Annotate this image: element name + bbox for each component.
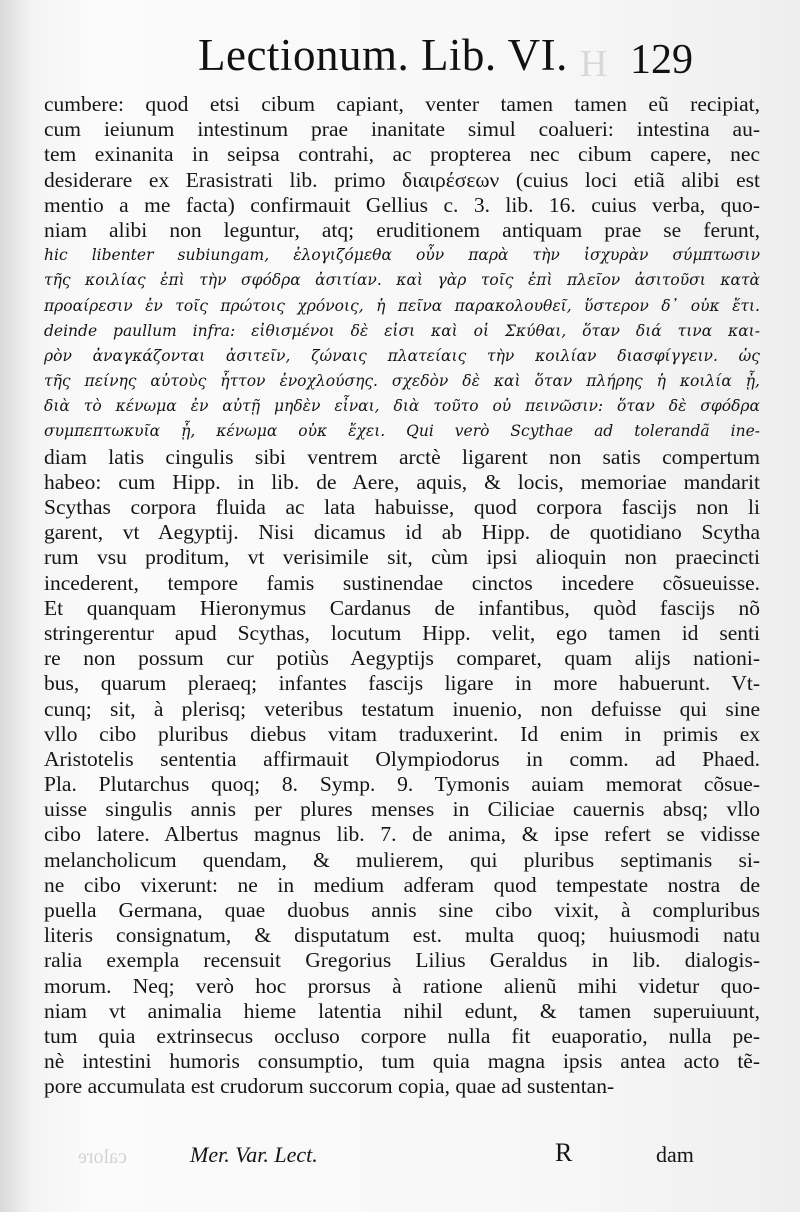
show-through-letter: H [580, 43, 608, 85]
text-line: ralia exempla recensuit Gregorius Lilius Geraldus in lib. dialogis- [44, 948, 760, 973]
text-line: συμπεπτωκυῖα ᾖ, κένωμα οὐκ ἔχει. Qui verò Scythae ad tolerandã ine- [44, 422, 760, 441]
text-line: cumbere: quod etsi cibum capiant, venter tamen tamen eũ recipiat, [44, 92, 760, 116]
text-line: desiderare ex Erasistrati lib. primo διαιρέσεων (cuius loci etiã alibi est [44, 167, 760, 192]
text-line: tem exinanita in seipsa contrahi, ac propterea nec cibum capere, nec [44, 142, 760, 167]
text-line: melancholicum quendam, & mulierem, qui pluribus septimanis si- [44, 847, 760, 872]
text-line: habeo: cum Hipp. in lib. de Aere, aquis, & locis, memoriae mandarit [44, 469, 760, 494]
text-line: uisse singulis annis per plures menses in Ciliciae cauernis absq; vllo [44, 797, 760, 822]
text-line: niam vt animalia hieme latentia nihil edunt, & tamen superuiuunt, [44, 998, 760, 1023]
text-line: puella Germana, quae duobus annis sine cibo vixit, à compluribus [44, 898, 760, 922]
text-line: ne cibo vixerunt: ne in medium adferam quod tempestate nostra de [44, 872, 760, 897]
signature-mark: R [555, 1138, 573, 1167]
page-footer [0, 1138, 800, 1178]
text-line: incederent, tempore famis sustinendae cinctos incedere cõsueuisse. [44, 570, 760, 595]
text-line: cum ieiunum intestinum prae inanitate simul coalueri: intestina au- [44, 117, 760, 142]
page-header [0, 22, 800, 92]
text-line: hic libenter subiungam, ἐλογιζόμεθα οὖν παρὰ τὴν ἰσχυρὰν σύμπτωσιν [44, 246, 760, 265]
text-line: niam alibi non leguntur, atq; eruditionem antiquam prae se ferunt, [44, 217, 760, 242]
text-line: Scythas corpora fluida ac lata habuisse, quod corpora fascijs non li [44, 495, 760, 519]
text-line: cibo latere. Albertus magnus lib. 7. de anima, & ipse refert se vidisse [44, 822, 760, 847]
text-line: nè intestini humoris consumptio, tum quia magna ipsis antea acto tẽ- [44, 1049, 760, 1074]
text-line: literis consignatum, & disputatum est. multa quoq; huiusmodi natu [44, 923, 760, 948]
text-line: tum quia extrinsecus occluso corpore nulla fit euaporatio, nulla pe- [44, 1023, 760, 1048]
footer-running-title: Mer. Var. Lect. [190, 1142, 318, 1167]
text-line: vllo cibo pluribus diebus vitam traduxerint. Id enim in primis ex [44, 721, 760, 746]
text-line: Aristotelis sententia affirmauit Olympiodorus in comm. ad Phaed. [44, 746, 760, 771]
text-line: διὰ τὸ κένωμα ἐν αὐτῇ μηδὲν εἶναι, διὰ τοῦτο οὐ πεινῶσιν: ὅταν δὲ σφόδρα [44, 397, 760, 416]
text-line: stringerentur apud Scythas, locutum Hipp. velit, ego tamen id senti [44, 620, 760, 645]
body-text [44, 92, 760, 1100]
text-line: deinde paullum infra: εἰθισμένοι δὲ εἰσι καὶ οἱ Σκύθαι, ὅταν διά τινα και- [44, 321, 760, 340]
text-line: προαίρεσιν ἐν τοῖς πρώτοις χρόνοις, ἡ πεῖνα παρακολουθεῖ, ὕστερον δ᾽ οὐκ ἔτι. [44, 296, 760, 315]
text-line: diam latis cingulis sibi ventrem arctè ligarent non satis compertum [44, 444, 760, 469]
text-line: morum. Neq; verò hoc prorsus à ratione alienũ mihi videtur quo- [44, 973, 760, 998]
page-number: 129 [630, 37, 693, 83]
text-line: ρὸν ἀναγκάζονται ἀσιτεῖν, ζώναις πλατείαις τὴν κοιλίαν διασφίγγειν. ὡς [44, 346, 760, 365]
text-line: bus, quarum pleraeq; infantes fascijs ligare in more habuerunt. Vt- [44, 671, 760, 696]
footer-show-through: calore [78, 1146, 127, 1168]
text-line: pore accumulata est crudorum succorum copia, quae ad sustentan- [44, 1074, 615, 1099]
text-line: τῆς πείνης αὐτοὺς ἧττον ἐνοχλούσης. σχεδὸν δὲ καὶ ὅταν πλήρης ἡ κοιλία ᾖ, [44, 372, 760, 391]
running-title: Lectionum. Lib. VI. [198, 30, 568, 80]
text-line: τῆς κοιλίας ἐπὶ τὴν σφόδρα ἀσιτίαν. καὶ γὰρ τοῖς ἐπὶ πλεῖον ἀσιτοῦσι κατὰ [44, 271, 760, 290]
text-line: Pla. Plutarchus quoq; 8. Symp. 9. Tymonis auiam memorat cõsue- [44, 772, 760, 797]
text-line: garent, vt Aegyptij. Nisi dicamus id ab Hipp. de quotidiano Scytha [44, 520, 760, 545]
text-line: mentio a me facta) confirmauit Gellius c. 3. lib. 16. cuius verba, quo- [44, 192, 760, 217]
text-line: Et quanquam Hieronymus Cardanus de infantibus, quòd fascijs nõ [44, 595, 760, 620]
text-line: rum vsu proditum, vt verisimile sit, cùm ipsi alioquin non praecincti [44, 545, 760, 570]
text-line: cunq; sit, à plerisq; veteribus testatum inuenio, non defuisse qui sine [44, 696, 760, 721]
text-line: re non possum cur potiùs Aegyptijs comparet, quam alijs nationi- [44, 646, 760, 671]
catchword: dam [656, 1142, 694, 1167]
